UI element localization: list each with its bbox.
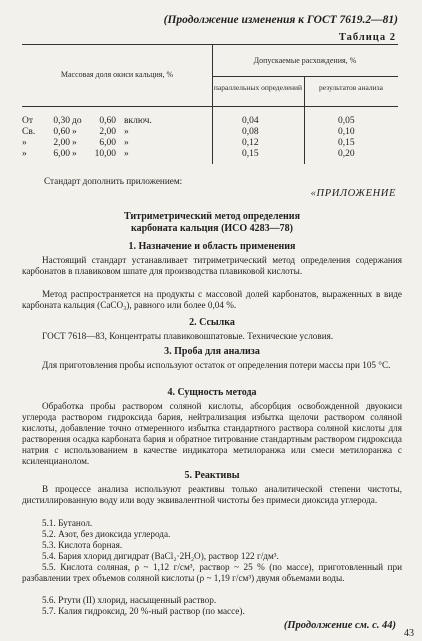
row-parallel: 0,15 [242,149,259,159]
subcol-header-results: результатов анализа [319,83,383,92]
row-low: 6,00 [53,149,70,159]
running-head: (Продолжение изменения к ГОСТ 7619.2—81) [163,14,398,26]
reagent-item: 5.1. Бутанол. [42,518,93,528]
row-prefix: От [22,116,34,126]
col-header-cao: Массовая доля окиси кальция, % [60,70,174,79]
row-low: 0,60 [53,127,70,137]
section-4-heading: 4. Сущность метода [167,387,257,398]
subcol-header-parallel: параллельных определений [213,83,303,92]
row-suffix: включ. [124,116,152,126]
table-row [22,116,398,127]
supplement-line: Стандарт дополнить приложением: [44,176,183,186]
row-prefix: » [22,149,27,159]
paragraph-method-range: Метод распространяется на продукты с массовой долей карбонатов, выраженных в виде карбоната кальция (CaCO₃), равного или более 0,04 %. [22,289,402,310]
row-suffix: » [124,138,129,148]
row-parallel: 0,08 [242,127,259,137]
table-row [22,138,398,149]
table-row [22,149,398,160]
table-header-rule [22,106,398,107]
row-high: 10,00 [94,149,116,159]
reagent-item: 5.3. Кислота борная. [42,540,123,550]
section-5-heading: 5. Реактивы [184,470,240,481]
paragraph-sample: Для приготовления пробы используют остаток от определения потери массы при 105 °С. [42,360,391,370]
row-to: » [72,149,77,159]
continuation-note: (Продолжение см. с. 44) [283,620,396,631]
paragraph-reagents: В процессе анализа используют реактивы только аналитической степени чистоты, дистиллированную воду или воду эквивалентной чистоты без примеси диоксида углерода. [22,484,402,505]
row-high: 6,00 [99,138,116,148]
row-to: до [72,116,82,126]
section-2-heading: 2. Ссылка [189,317,235,328]
row-suffix: » [124,149,129,159]
row-suffix: » [124,127,129,137]
row-prefix: Св. [22,127,36,137]
reagent-item: 5.2. Азот, без диоксида углерода. [42,529,171,539]
row-results: 0,15 [338,138,355,148]
row-low: 2,00 [53,138,70,148]
col-header-tolerance: Допускаемые расхождения, % [253,56,357,65]
table-top-rule [22,44,398,45]
table-label: Таблица 2 [338,32,396,43]
row-to: » [72,138,77,148]
paragraph-principle: Обработка пробы раствором соляной кислоты, абсорбция освобожденной двуокиси углерода раствором гидроксида бария, нейтрализация избытка щелочи раствором соляной кислоты, добавление точно отмеренного избытка стандартного раствора соляной кислоты для растворения осадка карбоната бария и обратное титрование стандартным раствором гидроксида натрия с использованием в качестве индикатора метилоранжа или смеси метилоранжа с ксиленцианолом. [22,401,402,466]
row-parallel: 0,12 [242,138,259,148]
reagent-item: 5.4. Бария хлорид дигидрат (BaCl₂·2H₂O), раствор 122 г/дм³. [42,551,279,561]
table-group-rule [212,76,398,77]
row-high: 2,00 [99,127,116,137]
page-number: 43 [404,628,414,639]
row-to: » [72,127,77,137]
method-title-line-1: Титриметрический метод определения [124,211,300,222]
row-high: 0,60 [99,116,116,126]
reagent-item: 5.5. Кислота соляная, ρ ~ 1,12 г/см³, раствор ~ 25 % (по массе), приготовленный при разбавлении трех объемов соляной кислоты (ρ ~ 1,19 г/см³) двумя объемами воды. [22,562,402,583]
row-parallel: 0,04 [242,116,259,126]
row-low: 0,30 [53,116,70,126]
reagent-item: 5.6. Ртути (II) хлорид, насыщенный раствор. [42,595,217,605]
appendix-label: «ПРИЛОЖЕНИЕ [310,188,396,199]
method-title [22,211,402,235]
tolerance-table [22,44,398,164]
row-results: 0,10 [338,127,355,137]
row-results: 0,05 [338,116,355,126]
row-prefix: » [22,138,27,148]
paragraph-scope: Настоящий стандарт устанавливает титриметрический метод определения содержания карбонатов в плавиковом шпате для производства плавиковой кислоты. [22,255,402,276]
section-3-heading: 3. Проба для анализа [164,346,260,357]
table-row [22,127,398,138]
section-1-heading: 1. Назначение и область применения [128,241,296,252]
method-title-line-2: карбоната кальция (ИСО 4283—78) [130,223,294,234]
row-results: 0,20 [338,149,355,159]
paragraph-reference: ГОСТ 7618—83, Концентраты плавиковошпатовые. Технические условия. [42,331,334,341]
reagent-item: 5.7. Калия гидроксид, 20 %-ный раствор (по массе). [42,606,245,616]
